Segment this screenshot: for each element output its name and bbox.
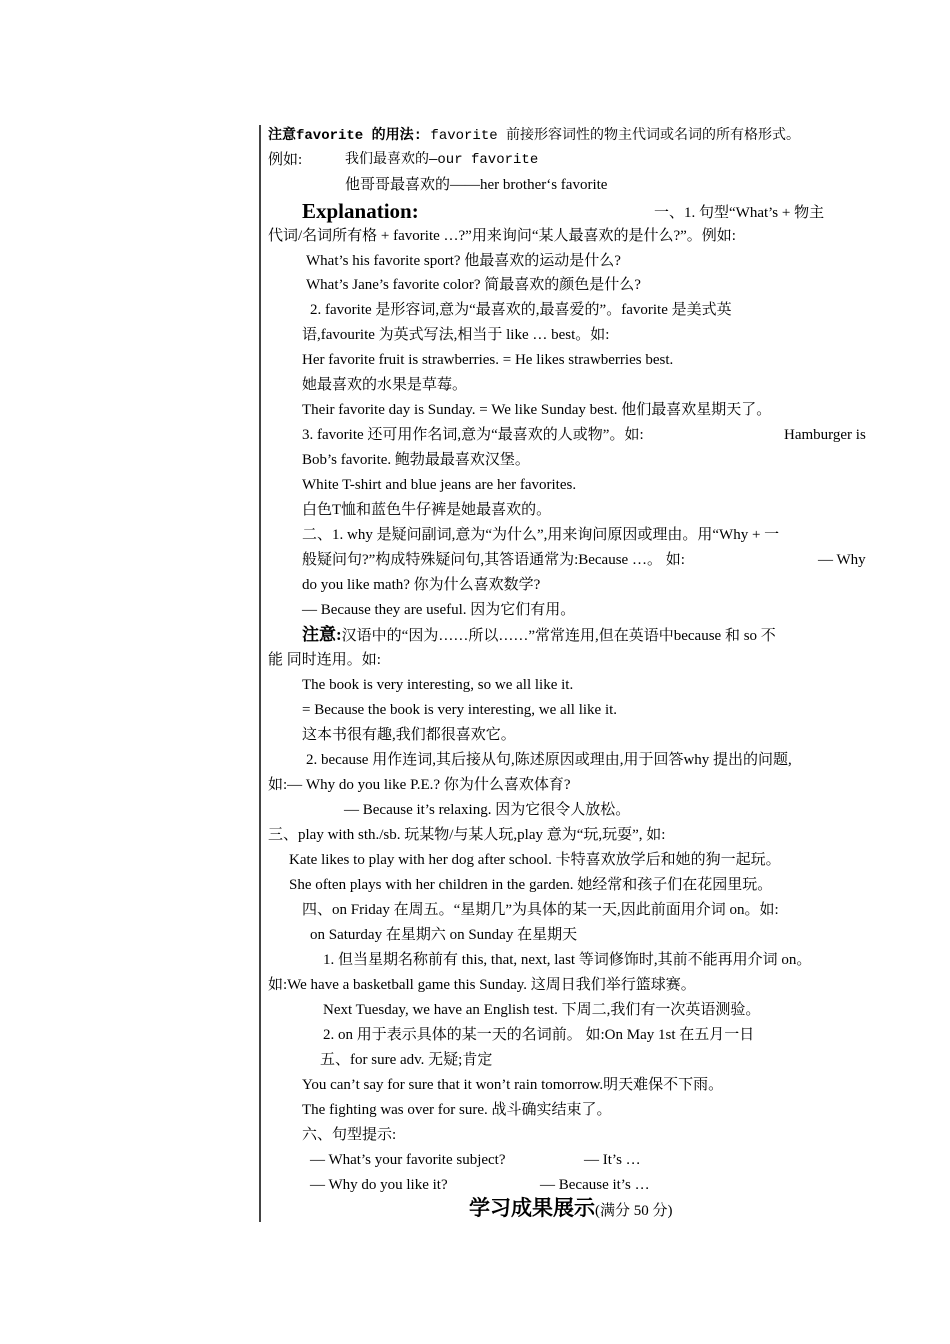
- w-note-line: [302, 626, 776, 645]
- s3-ex-cn: 白色T恤和蓝色牛仔裤是她最喜欢的。: [302, 502, 552, 518]
- note-text: favorite 前接形容词性的物主代词或名词的所有格形式。: [422, 128, 801, 144]
- s3-a: 3. favorite 还可用作名词,意为“最喜欢的人或物”。如:: [302, 427, 644, 443]
- w1-d: — Because they are useful. 因为它们有用。: [302, 602, 576, 618]
- w2-b: 如:— Why do you like P.E.? 你为什么喜欢体育?: [268, 777, 571, 793]
- f1-b: 如:We have a basketball game this Sunday. 这周日我们举行篮球赛。: [268, 977, 696, 993]
- s5: 五、for sure adv. 无疑;肯定: [320, 1052, 493, 1068]
- s2-a: 2. favorite 是形容词,意为“最喜欢的,最喜爱的”。favorite 是美式英: [310, 302, 732, 318]
- s6: 六、句型提示:: [302, 1127, 397, 1143]
- f2: 2. on 用于表示具体的某一天的名词前。 如:On May 1st 在五月一日: [323, 1027, 755, 1043]
- p-ex2: She often plays with her children in the garden. 她经常和孩子们在花园里玩。: [289, 877, 773, 893]
- f-a: 四、on Friday 在周五。“星期几”为具体的某一天,因此前面用介词 on。如:: [302, 902, 779, 918]
- p-ex1: Kate likes to play with her dog after school. 卡特喜欢放学后和她的狗一起玩。: [289, 852, 781, 868]
- section-title-sub: (满分 50 分): [595, 1203, 673, 1219]
- example-2: 他哥哥最喜欢的——her brother‘s favorite: [345, 177, 608, 193]
- w2-a: 2. because 用作连词,其后接从句,陈述原因或理由,用于回答why 提出的问题,: [306, 752, 792, 768]
- w1-c: do you like math? 你为什么喜欢数学?: [302, 577, 541, 593]
- w-note-label: 注意:: [302, 625, 342, 644]
- w-ex2: = Because the book is very interesting, we all like it.: [302, 702, 618, 718]
- section-title-main: 学习成果展示: [469, 1196, 595, 1220]
- s2-b: 语,favourite 为英式写法,相当于 like … best。如:: [302, 327, 610, 343]
- s1-cont: 代词/名词所有格 + favorite …?”用来询问“某人最喜欢的是什么?”。例如:: [268, 228, 736, 244]
- s6-a2: — Because it’s …: [540, 1177, 650, 1193]
- w1-a: 二、1. why 是疑问副词,意为“为什么”,用来询问原因或理由。用“Why + 一: [302, 527, 780, 543]
- explanation-heading: Explanation:: [302, 199, 419, 223]
- s6-q1: — What’s your favorite subject?: [310, 1152, 506, 1168]
- w-ex1: The book is very interesting, so we all like it.: [302, 677, 574, 693]
- f1-a: 1. 但当星期名称前有 this, that, next, last 等词修饰时,其前不能再用介词 on。: [323, 952, 812, 968]
- note-label: 注意favorite 的用法:: [268, 128, 423, 144]
- s3-b: Bob’s favorite. 鲍勃最最喜欢汉堡。: [302, 452, 530, 468]
- section-title: [469, 1195, 673, 1224]
- s5-ex2: The fighting was over for sure. 战斗确实结束了。: [302, 1102, 612, 1118]
- s1-ex2: What’s Jane’s favorite color? 简最喜欢的颜色是什么?: [306, 277, 641, 293]
- s6-a1: — It’s …: [584, 1152, 641, 1168]
- w2-c: — Because it’s relaxing. 因为它很令人放松。: [344, 802, 631, 818]
- s6-q2: — Why do you like it?: [310, 1177, 448, 1193]
- example-1: 我们最喜欢的—our favorite: [345, 152, 539, 168]
- s5-ex1: You can’t say for sure that it won’t rain tomorrow.明天难保不下雨。: [302, 1077, 724, 1093]
- example-label: 例如:: [268, 152, 303, 168]
- s1-head: 一、1. 句型“What’s + 物主: [654, 205, 825, 221]
- f-b: on Saturday 在星期六 on Sunday 在星期天: [310, 927, 578, 943]
- w-note-a: 汉语中的“因为……所以……”常常连用,但在英语中because 和 so 不: [341, 628, 776, 644]
- s2-ex2: Their favorite day is Sunday. = We like Sunday best. 他们最喜欢星期天了。: [302, 402, 772, 418]
- note-line: [268, 126, 800, 145]
- example-line-1: [268, 151, 539, 169]
- w1-b-right: — Why: [818, 552, 866, 568]
- w-note-b: 能 同时连用。如:: [268, 652, 381, 668]
- w-ex-cn: 这本书很有趣,我们都很喜欢它。: [302, 727, 516, 743]
- f1-c: Next Tuesday, we have an English test. 下周二,我们有一次英语测验。: [323, 1002, 761, 1018]
- s3-ex: White T-shirt and blue jeans are her favorites.: [302, 477, 577, 493]
- s2-ex1-cn: 她最喜欢的水果是草莓。: [302, 377, 468, 393]
- s2-ex1: Her favorite fruit is strawberries. = He likes strawberries best.: [302, 352, 674, 368]
- p-a: 三、play with sth./sb. 玩某物/与某人玩,play 意为“玩,玩耍”, 如:: [268, 827, 666, 843]
- s3-a-right: Hamburger is: [784, 427, 866, 443]
- w1-b: 般疑问句?”构成特殊疑问句,其答语通常为:Because …。 如:: [302, 552, 685, 568]
- s1-ex1: What’s his favorite sport? 他最喜欢的运动是什么?: [306, 253, 621, 269]
- left-margin-rule: [259, 125, 261, 1222]
